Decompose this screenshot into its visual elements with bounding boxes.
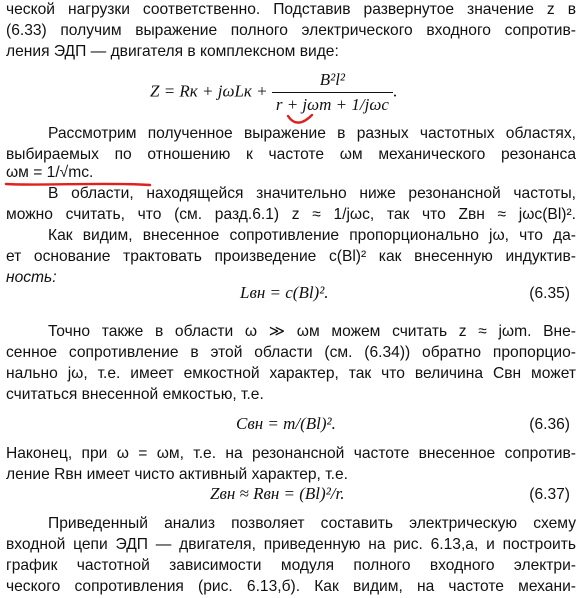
text-line-4: Рассмотрим полученное выражение в разных частотных областях, [48, 125, 576, 142]
text-line-2: (6.33) получим выражение полного электрического входного сопротив- [6, 22, 576, 39]
text-line-11: ность: [6, 269, 57, 286]
text-line-6: ωм = 1/√mc. [6, 164, 94, 181]
fraction-numerator: B²l² [272, 70, 393, 93]
text-line-1: ческой нагрузки соответственно. Подставив развернутое значение z в [6, 1, 576, 18]
fraction-denominator: r + jωm + 1/jωc [275, 95, 389, 114]
text-line-16: Наконец, при ω = ωм, т.е. на резонансной частоте внесенное сопротив- [6, 445, 576, 462]
text-line-12: Точно также в области ω ≫ ωм можем считать z ≈ jωm. Вне- [48, 323, 576, 340]
text-line-15: считаться внесенной емкостью, т.е. [6, 386, 264, 403]
equation-6-37: Zвн ≈ Rвн = (Bl)²/r. [210, 484, 345, 503]
text-line-19: входной цепи ЭДП — двигателя, приведенную на рис. 6.13,а, и построить [6, 536, 576, 553]
equation-number-6-35: (6.35) [529, 285, 570, 302]
text-line-7: В области, находящейся значительно ниже резонансной частоты, [48, 185, 576, 202]
text-line-8: можно считать, что (см. разд.6.1) z ≈ 1/jωc, так что Zвн ≈ jωc(Bl)². [6, 206, 576, 223]
text-line-5: выбираемых по отношению к частоте ωм механического резонанса [6, 146, 576, 163]
equation-6-36: Cвн = m/(Bl)². [236, 414, 336, 433]
text-line-14: нально jω, т.е. имеет емкостной характер, так что величина Cвн может [6, 365, 576, 382]
text-line-9: Как видим, внесенное сопротивление пропорционально jω, что да- [48, 227, 576, 244]
text-line-13: сенное сопротивление в этой области (см. (6.34)) обратно пропорцио- [6, 344, 576, 361]
text-line-21: ческого сопротивления (рис. 6.13,б). Как видим, на частоте механи- [6, 578, 576, 595]
text-line-3: ления ЭДП — двигателя в комплексном виде: [6, 43, 339, 60]
text-line-20: график частотной зависимости модуля полного входного электри- [6, 557, 576, 574]
equation-number-6-37: (6.37) [529, 486, 570, 503]
equation-number-6-36: (6.36) [529, 416, 570, 433]
equation-6-35: Lвн = c(Bl)². [240, 283, 329, 302]
text-line-18: Приведенный анализ позволяет составить электрическую схему [48, 515, 576, 532]
equation-lhs: Z = Rк + jωLк + [150, 81, 268, 101]
equation-fraction [272, 70, 393, 115]
text-line-17: ление Rвн имеет чисто активный характер, т.е. [6, 466, 348, 483]
text-line-10: ет основание трактовать произведение c(Bl)² как внесенную индуктив- [6, 248, 576, 265]
main-impedance-equation: Z = Rк + jωLк + $\frac{\text{B²l²}}{\text{r + jωm + 1/jωc}}$ . [150, 70, 398, 114]
